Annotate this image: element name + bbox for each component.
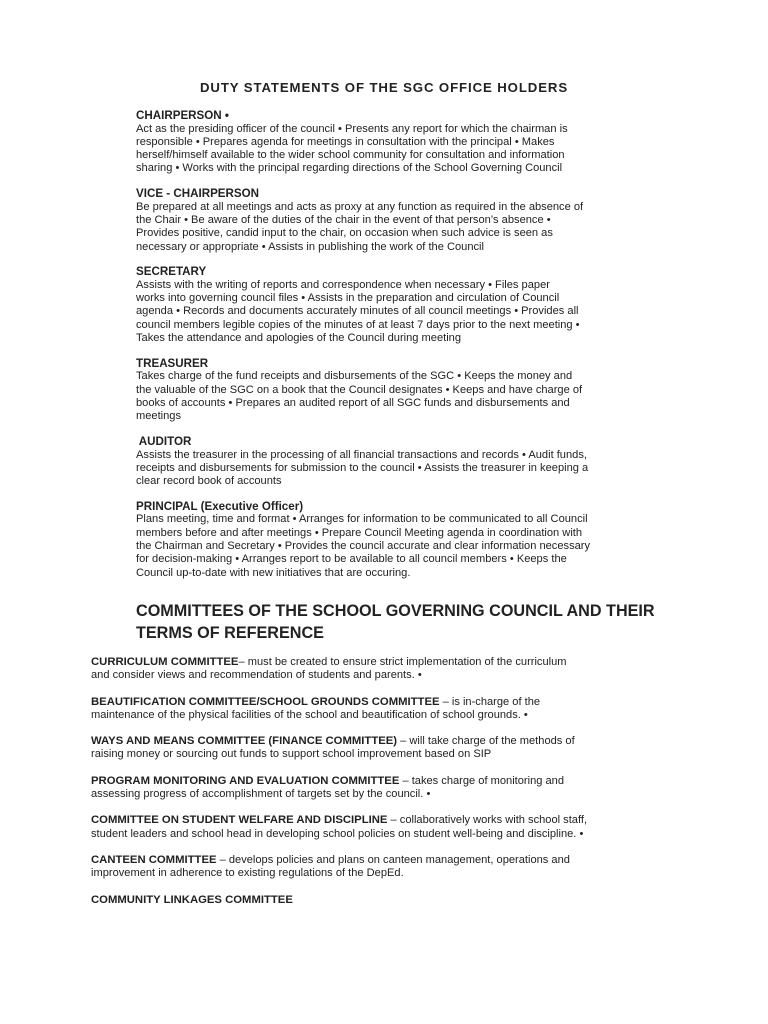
committee-canteen (91, 854, 711, 881)
duty-text: Takes charge of the fund receipts and disbursements of the SGC • Keeps the money and the valuable of the SGC on a book that the Council designates • Keeps and have charge of books of accounts • Prepares an audited report of all SGC funds and disbursements and meetings (136, 370, 583, 423)
committee-text: – collaboratively works with school staff, student leaders and school head in developing school policies on student well-being and discipline. • (91, 814, 588, 840)
committee-ways-and-means (91, 735, 711, 762)
committee-text: – develops policies and plans on canteen management, operations and improvement in adherence to existing regulations of the DepEd. (91, 853, 570, 880)
duty-vice-chairperson (136, 187, 696, 254)
duty-title: VICE - CHAIRPERSON (136, 187, 260, 201)
duty-auditor (136, 435, 696, 488)
committee-name: COMMITTEE ON STUDENT WELFARE AND DISCIPLINE (91, 814, 388, 827)
committee-text: – takes charge of monitoring and assessing progress of accomplishment of targets set by the council. • (91, 774, 565, 801)
duty-text: Plans meeting, time and format • Arranges for information to be communicated to all Council members before and after meetings • Prepare Council Meeting agenda in coordination with the Chairman and Secretary • Provides the council accurate and clear information necessary for decision-making • Arranges report to be available to all council members • Keeps the Council up-to-date with new initiatives that are occuring. (136, 513, 591, 579)
committee-name: PROGRAM MONITORING AND EVALUATION COMMITTEE (91, 774, 400, 787)
duty-text: Assists with the writing of reports and correspondence when necessary • Files paper works into governing council files • Assists in the preparation and circulation of Council agenda • Records and documents accurately minutes of all council meetings • Provides all council members legible copies of the minutes of at least 7 days prior to the next meeting • Takes the attendance and apologies of the Council during meeting (136, 278, 580, 345)
duty-title: PRINCIPAL (Executive Officer) (136, 499, 304, 513)
committee-list (91, 656, 711, 920)
duty-principal (136, 500, 696, 580)
committee-beautification (91, 696, 711, 723)
document-title: DUTY STATEMENTS OF THE SGC OFFICE HOLDERS (199, 80, 569, 95)
duty-secretary (136, 265, 696, 345)
committee-curriculum (91, 656, 711, 683)
duty-title: AUDITOR (136, 435, 192, 449)
duty-title: SECRETARY (136, 265, 207, 279)
duty-chairperson (136, 109, 696, 176)
committee-name: CURRICULUM COMMITTEE (91, 656, 239, 668)
committees-heading: COMMITTEES OF THE SCHOOL GOVERNING COUNCIL AND THEIR TERMS OF REFERENCE (136, 602, 655, 642)
duty-text: Act as the presiding officer of the council • Presents any report for which the chairman is responsible • Prepares agenda for meetings in consultation with the principal • Makes herself/himself available to the wider school community for consultation and information sharing • Works with the principal regarding directions of the School Governing Council (136, 122, 568, 175)
duty-statements (136, 109, 696, 591)
duty-text: Be prepared at all meetings and acts as proxy at any function as required in the absence of the Chair • Be aware of the duties of the chair in the event of that person’s absence • Provides positive, candid input to the chair, on occasion when such advice is seen as necessary or appropriate • Assists in publishing the work of the Council (136, 200, 584, 253)
duty-title: TREASURER (136, 356, 209, 370)
committee-text: – will take charge of the methods of raising money or sourcing out funds to support school improvement based on SIP (91, 735, 575, 761)
committee-community-linkages (91, 894, 711, 907)
duty-treasurer (136, 357, 696, 424)
committee-name: COMMUNITY LINKAGES COMMITTEE (91, 893, 293, 906)
committee-text: – is in-charge of the maintenance of the physical facilities of the school and beautification of school grounds. • (91, 695, 541, 721)
committee-student-welfare (91, 814, 711, 841)
committee-text: – must be created to ensure strict implementation of the curriculum and consider views and recommendation of students and parents. • (91, 656, 567, 682)
committee-name: CANTEEN COMMITTEE (91, 853, 217, 866)
committee-name: WAYS AND MEANS COMMITTEE (FINANCE COMMITTEE) (91, 735, 398, 748)
duty-title: CHAIRPERSON • (136, 109, 229, 122)
committee-program-monitoring (91, 775, 711, 802)
committee-name: BEAUTIFICATION COMMITTEE/SCHOOL GROUNDS COMMITTEE (91, 695, 440, 708)
duty-text: Assists the treasurer in the processing of all financial transactions and records • Audit funds, receipts and disbursements for submission to the council • Assists the treasurer in keeping a clear record book of accounts (136, 448, 589, 488)
